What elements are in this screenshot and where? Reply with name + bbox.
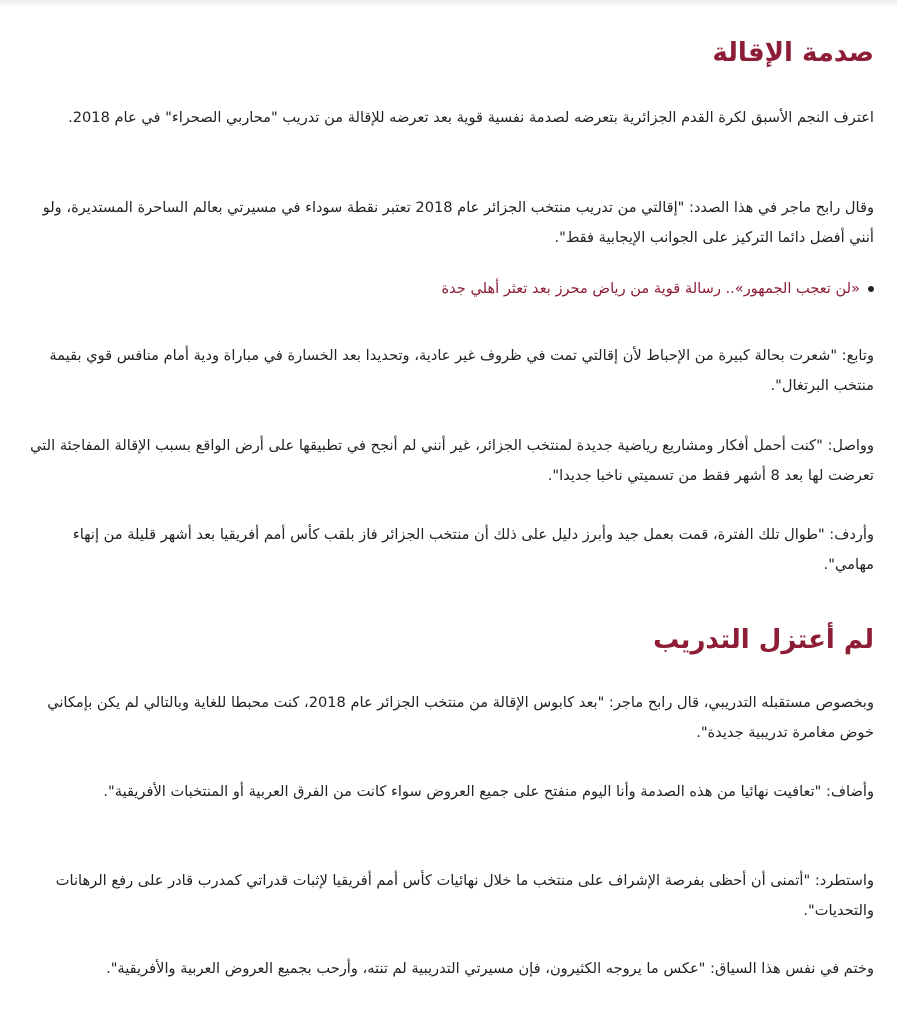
paragraph: وختم في نفس هذا السياق: "عكس ما يروجه الكثيرون، فإن مسيرتي التدريبية لم تنته، وأرحب بجميع العروض العربية والأفريقية". — [106, 960, 874, 977]
paragraph: وأردف: "طوال تلك الفترة، قمت بعمل جيد وأبرز دليل على ذلك أن منتخب الجزائر فاز بلقب كأس أمم أفريقيا بعد أشهر قليلة من إنهاء مهامي". — [72, 526, 874, 573]
paragraph: وقال رابح ماجر في هذا الصدد: "إقالتي من تدريب منتخب الجزائر عام 2018 تعتبر نقطة سوداء في مسيرتي بعالم الساحرة المستديرة، ولو أنني أفضل دائما التركيز على الجوانب الإيجابية فقط". — [42, 199, 874, 246]
paragraph: وبخصوص مستقبله التدريبي، قال رابح ماجر: "بعد كابوس الإقالة من منتخب الجزائر عام 2018، كنت محبطا للغاية وبالتالي لم يكن بإمكاني خوض مغامرة تدريبية جديدة". — [47, 694, 874, 741]
related-article-link[interactable]: «لن تعجب الجمهور».. رسالة قوية من رياض محرز بعد تعثر أهلي جدة — [441, 280, 860, 297]
top-shadow-bar — [0, 0, 897, 8]
section-heading-not-retired: لم أعتزل التدريب — [653, 625, 874, 655]
paragraph: وتابع: "شعرت بحالة كبيرة من الإحباط لأن إقالتي تمت في ظروف غير عادية، وتحديدا بعد الخسارة في مباراة ودية أمام منافس قوي بقيمة منتخب البرتغال". — [49, 347, 874, 394]
paragraph: وأضاف: "تعافيت نهائيا من هذه الصدمة وأنا اليوم منفتح على جميع العروض سواء كانت من الفرق العربية أو المنتخبات الأفريقية". — [103, 783, 874, 800]
bullet-icon — [868, 286, 874, 292]
related-article-item[interactable] — [21, 276, 874, 302]
paragraph: وواصل: "كنت أحمل أفكار ومشاريع رياضية جديدة لمنتخب الجزائر، غير أنني لم أنجح في تطبيقها على أرض الواقع بسبب الإقالة المفاجئة التي تعرضت لها بعد 8 أشهر فقط من تسميتي ناخبا جديدا". — [30, 437, 874, 484]
section-heading-dismissal-shock: صدمة الإقالة — [712, 38, 874, 68]
paragraph: اعترف النجم الأسبق لكرة القدم الجزائرية بتعرضه لصدمة نفسية قوية بعد تعرضه للإقالة من تدريب "محاربي الصحراء" في عام 2018. — [68, 109, 874, 126]
paragraph: واستطرد: "أتمنى أن أحظى بفرصة الإشراف على منتخب ما خلال نهائيات كأس أمم أفريقيا لإثبات قدراتي كمدرب قادر على رفع الرهانات والتحديات". — [55, 872, 874, 919]
